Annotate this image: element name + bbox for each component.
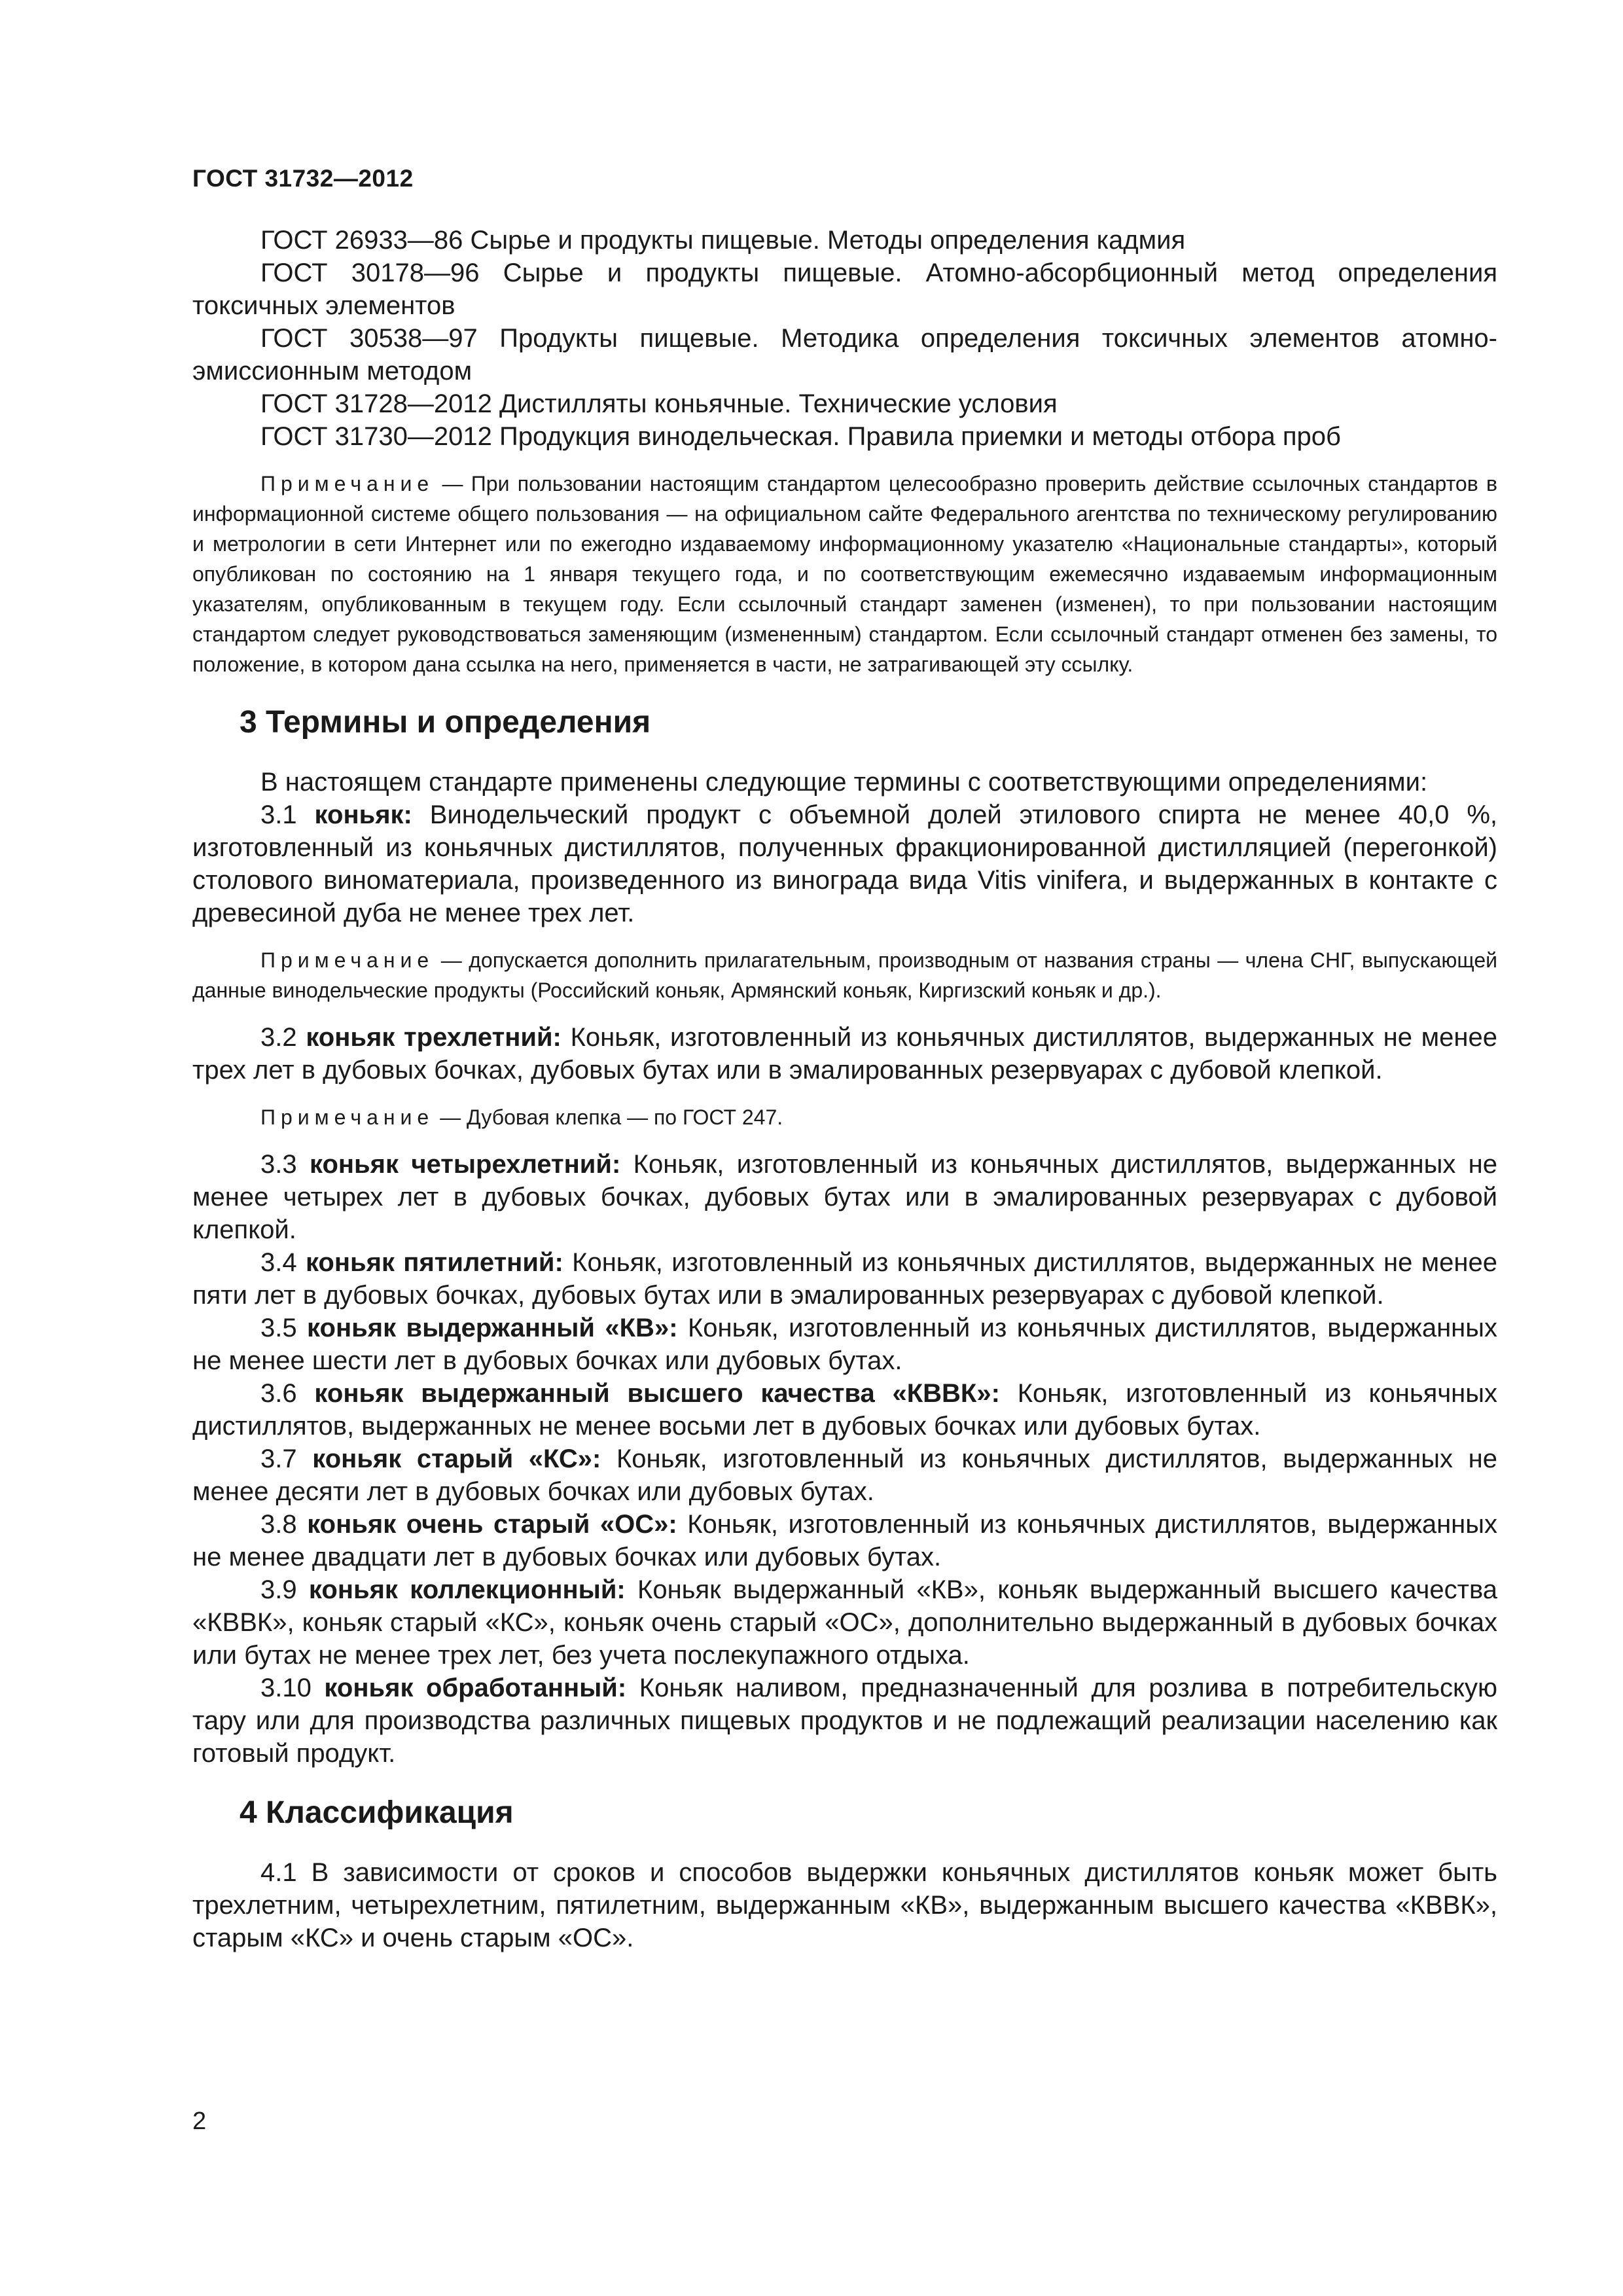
term-definition: Коньяк, изготовленный из коньячных дистиллятов, выдержанных не менее шести лет в дубовых бочках или дубовых бутах. (192, 1314, 1497, 1375)
reference-item: ГОСТ 26933—86 Сырье и продукты пищевые. Методы определения кадмия (260, 226, 1186, 255)
reference-item: ГОСТ 31730—2012 Продукция винодельческая. Правила приемки и методы отбора проб (260, 422, 1341, 451)
term-name: коньяк выдержанный «КВ»: (307, 1314, 678, 1342)
document-header: ГОСТ 31732—2012 (192, 165, 414, 192)
term-definition: Коньяк, изготовленный из коньячных дистиллятов, выдержанных не менее пяти лет в дубовых бочках, дубовых бутах или в эмалированных резервуарах с дубовой клепкой. (192, 1248, 1497, 1310)
term-number: 3.6 (260, 1379, 315, 1408)
term-number: 3.3 (260, 1150, 310, 1179)
term-number: 3.7 (260, 1444, 313, 1473)
note-text: — Дубовая клепка — по ГОСТ 247. (434, 1105, 783, 1129)
note-text: — допускается дополнить прилагательным, производным от названия страны — члена СНГ, выпускающей данные винодельческие продукты (Российский коньяк, Армянский коньяк, Киргизский коньяк и др.). (192, 948, 1497, 1002)
note-label: Примечание (260, 948, 435, 972)
term-number: 3.10 (260, 1674, 325, 1702)
term-name: коньяк обработанный: (324, 1674, 627, 1702)
term-definition: Коньяк наливом, предназначенный для розлива в потребительскую тару или для производства различных пищевых продуктов и не подлежащий реализации населению как готовый продукт. (192, 1674, 1497, 1768)
term-name: коньяк старый «КС»: (312, 1444, 601, 1473)
term-definition: Коньяк выдержанный «КВ», коньяк выдержанный высшего качества «КВВК», коньяк старый «КС», коньяк очень старый «ОС», дополнительно выдержанный в дубовых бочках или бутах не менее трех лет, без учета послекупажного отдыха. (192, 1575, 1498, 1670)
term-definition: Винодельческий продукт с объемной долей этилового спирта не менее 40,0 %, изготовленный из коньячных дистиллятов, полученных фракционированной дистилляцией (перегонкой) столового виноматериала, произведенного из винограда вида Vitis vinifera, и выдержанных в контакте с древесиной дуба не менее трех лет. (192, 800, 1498, 927)
term-3-1-note (192, 945, 1497, 1005)
term-3-2-note (192, 1102, 1497, 1132)
term-3-5 (192, 1312, 1497, 1377)
document-body (192, 224, 1497, 1954)
term-number: 3.1 (260, 800, 315, 829)
term-number: 3.8 (260, 1510, 308, 1539)
term-name: коньяк четырехлетний: (309, 1150, 621, 1179)
term-definition: Коньяк, изготовленный из коньячных дистиллятов, выдержанных не менее десяти лет в дубовых бочках или дубовых бутах. (192, 1444, 1497, 1506)
note-label: Примечание (260, 472, 435, 495)
term-3-9 (192, 1573, 1497, 1672)
term-3-7 (192, 1443, 1497, 1508)
section-3-title: 3 Термины и определения (240, 705, 651, 740)
term-definition: Коньяк, изготовленный из коньячных дистиллятов, выдержанных не менее двадцати лет в дубовых бочках или дубовых бутах. (192, 1510, 1498, 1571)
term-definition: Коньяк, изготовленный из коньячных дистиллятов, выдержанных не менее восьми лет в дубовых бочках или дубовых бутах. (192, 1379, 1498, 1441)
normative-references-list (192, 224, 1497, 453)
term-name: коньяк: (314, 800, 412, 829)
term-name: коньяк коллекционный: (308, 1575, 626, 1604)
reference-item: ГОСТ 31728—2012 Дистилляты коньячные. Технические условия (260, 389, 1058, 418)
term-name: коньяк очень старый «ОС»: (307, 1510, 677, 1539)
term-number: 3.9 (260, 1575, 309, 1604)
term-3-1 (192, 798, 1497, 929)
section-3-intro: В настоящем стандарте применены следующие термины с соответствующими определениями: (260, 768, 1428, 797)
term-number: 3.4 (260, 1248, 306, 1277)
reference-item: ГОСТ 30178—96 Сырье и продукты пищевые. Атомно-абсорбционный метод определения токсичных элементов (192, 259, 1497, 320)
term-number: 3.5 (260, 1314, 308, 1342)
note-label: Примечание (260, 1105, 435, 1129)
term-name: коньяк выдержанный высшего качества «КВВК»: (314, 1379, 1000, 1408)
term-definition: Коньяк, изготовленный из коньячных дистиллятов, выдержанных не менее трех лет в дубовых бочках, дубовых бутах или в эмалированных резервуарах с дубовой клепкой. (192, 1023, 1498, 1085)
term-3-6 (192, 1377, 1497, 1443)
references-note (192, 469, 1497, 679)
term-3-10 (192, 1672, 1497, 1770)
reference-item: ГОСТ 30538—97 Продукты пищевые. Методика определения токсичных элементов атомно-эмиссионным методом (192, 324, 1497, 386)
term-name: коньяк пятилетний: (305, 1248, 563, 1277)
term-definition: Коньяк, изготовленный из коньячных дистиллятов, выдержанных не менее четырех лет в дубовых бочках, дубовых бутах или в эмалированных резервуарах с дубовой клепкой. (192, 1150, 1498, 1244)
term-name: коньяк трехлетний: (306, 1023, 562, 1052)
note-text: — При пользовании настоящим стандартом целесообразно проверить действие ссылочных стандартов в информационной системе общего пользования — на официальном сайте Федерального агентства по техническому регулированию и метрологии в сети Интернет или по ежегодно издаваемому информационному указателю «Национальные стандарты», который опубликован по состоянию на 1 января текущего года, и по соответствующим ежемесячно издаваемым информационным указателям, опубликованным в текущем году. Если ссылочный стандарт заменен (изменен), то при пользовании настоящим стандартом следует руководствоваться заменяющим (измененным) стандартом. Если ссылочный стандарт отменен без замены, то положение, в котором дана ссылка на него, применяется в части, не затрагивающей эту ссылку. (192, 472, 1497, 676)
clause-4-1: 4.1 В зависимости от сроков и способов выдержки коньячных дистиллятов коньяк может быть трехлетним, четырехлетним, пятилетним, выдержанным «КВ», выдержанным высшего качества «КВВК», старым «КС» и очень старым «ОС». (192, 1858, 1497, 1952)
section-4-title: 4 Классификация (240, 1795, 514, 1830)
term-3-4 (192, 1246, 1497, 1312)
term-3-2 (192, 1021, 1497, 1086)
term-number: 3.2 (260, 1023, 306, 1052)
page-number: 2 (192, 2108, 207, 2135)
term-3-3 (192, 1148, 1497, 1246)
term-3-8 (192, 1508, 1497, 1573)
